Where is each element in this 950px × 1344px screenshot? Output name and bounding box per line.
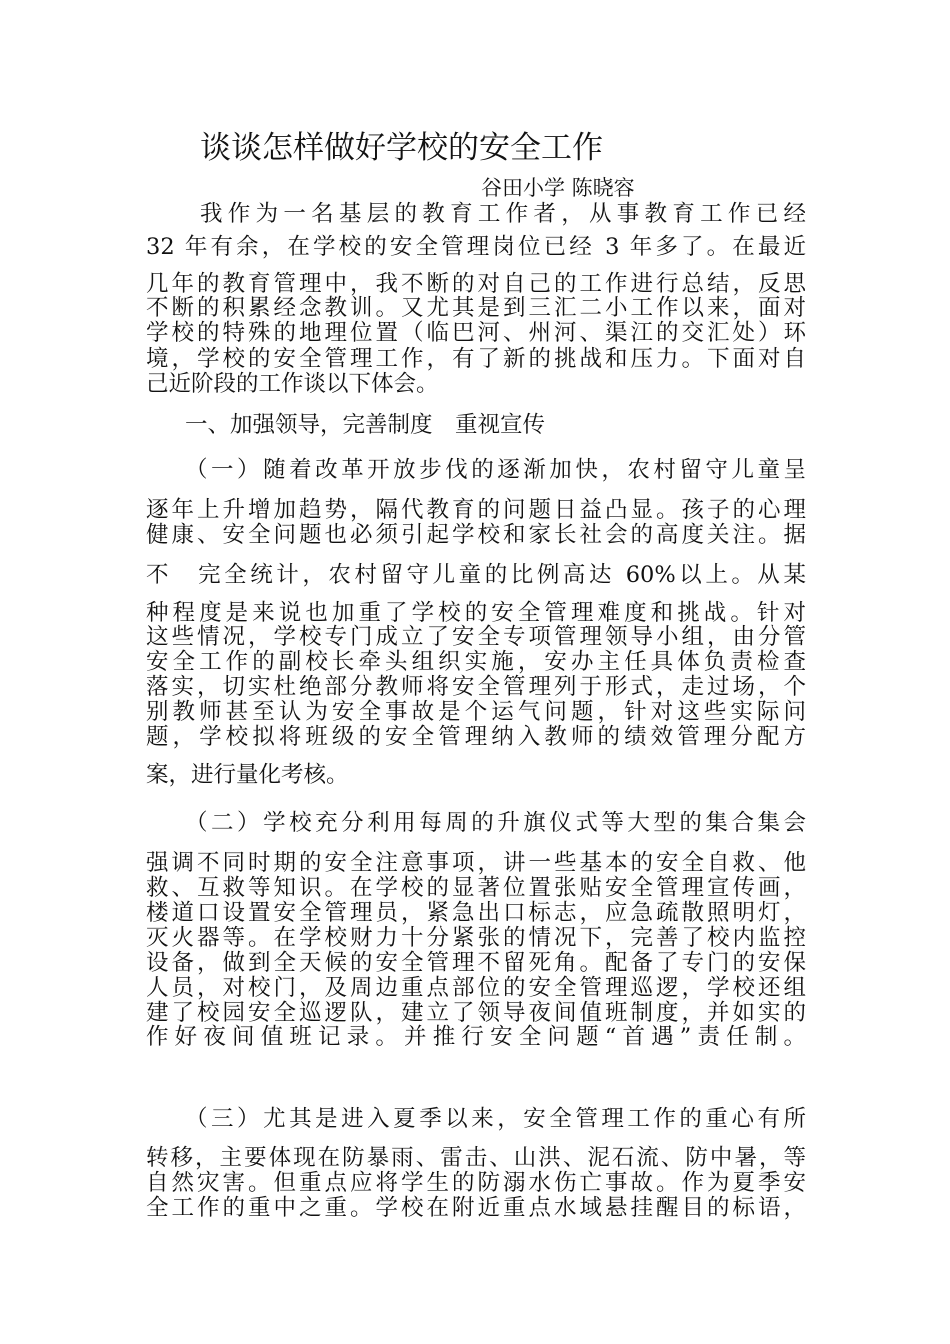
text-line: （一）随着改革开放步伐的逐渐加快，农村留守儿童呈 [185,457,806,483]
text-line: 不 完全统计，农村留守儿童的比例高达 60%以上。从某 [146,562,806,588]
text-line: 强调不同时期的安全注意事项，讲一些基本的安全自救、他 [146,850,806,876]
text-line: （三）尤其是进入夏季以来，安全管理工作的重心有所 [185,1106,806,1132]
text-line: 健康、安全问题也必须引起学校和家长社会的高度关注。据 [146,522,806,548]
document-author: 谷田小学 陈晓容 [481,176,635,200]
text-line: 境，学校的安全管理工作，有了新的挑战和压力。下面对自 [146,346,806,372]
text-line: 这些情况，学校专门成立了安全专项管理领导小组，由分管 [146,624,806,650]
text-line: 几年的教育管理中，我不断的对自己的工作进行总结，反思 [146,271,806,297]
text-line: 灭火器等。在学校财力十分紧张的情况下，完善了校内监控 [146,925,806,951]
text-line: 题，学校拟将班级的安全管理纳入教师的绩效管理分配方 [146,724,806,750]
text-line: 人员，对校门，及周边重点部位的安全管理巡逻，学校还组 [146,975,806,1001]
section-heading: 一、加强领导，完善制度 重视宣传 [185,412,546,438]
text-line: （二）学校充分利用每周的升旗仪式等大型的集合集会 [185,810,806,836]
text-line: 己近阶段的工作谈以下体会。 [146,371,439,397]
document-title: 谈谈怎样做好学校的安全工作 [200,130,603,166]
text-line: 全工作的重中之重。学校在附近重点水域悬挂醒目的标语， [146,1195,806,1221]
text-line: 安全工作的副校长牵头组织实施，安办主任具体负责检查 [146,649,806,675]
text-line: 自然灾害。但重点应将学生的防溺水伤亡事故。作为夏季安 [146,1170,806,1196]
text-line: 别教师甚至认为安全事故是个运气问题，针对这些实际问 [146,699,806,725]
text-line: 建了校园安全巡逻队，建立了领导夜间值班制度，并如实的 [146,1000,806,1026]
text-line: 不断的积累经念教训。又尤其是到三汇二小工作以来，面对 [146,295,806,321]
text-line: 救、互救等知识。在学校的显著位置张贴安全管理宣传画， [146,875,806,901]
text-line: 作好夜间值班记录。并推行安全问题“首遇”责任制。 [146,1024,806,1050]
text-line: 案，进行量化考核。 [146,762,349,788]
text-line: 种程度是来说也加重了学校的安全管理难度和挑战。针对 [146,600,806,626]
text-line: 落实，切实杜绝部分教师将安全管理列于形式，走过场，个 [146,674,806,700]
text-line: 楼道口设置安全管理员，紧急出口标志，应急疏散照明灯， [146,900,806,926]
text-line: 学校的特殊的地理位置（临巴河、州河、渠江的交汇处）环 [146,320,806,346]
text-line: 32 年有余，在学校的安全管理岗位已经 3 年多了。在最近 [146,234,806,260]
text-line: 设备，做到全天候的安全管理不留死角。配备了专门的安保 [146,950,806,976]
text-line: 转移，主要体现在防暴雨、雷击、山洪、泥石流、防中暑，等 [146,1145,806,1171]
text-line: 逐年上升增加趋势，隔代教育的问题日益凸显。孩子的心理 [146,497,806,523]
text-line: 我作为一名基层的教育工作者，从事教育工作已经 [200,201,806,227]
